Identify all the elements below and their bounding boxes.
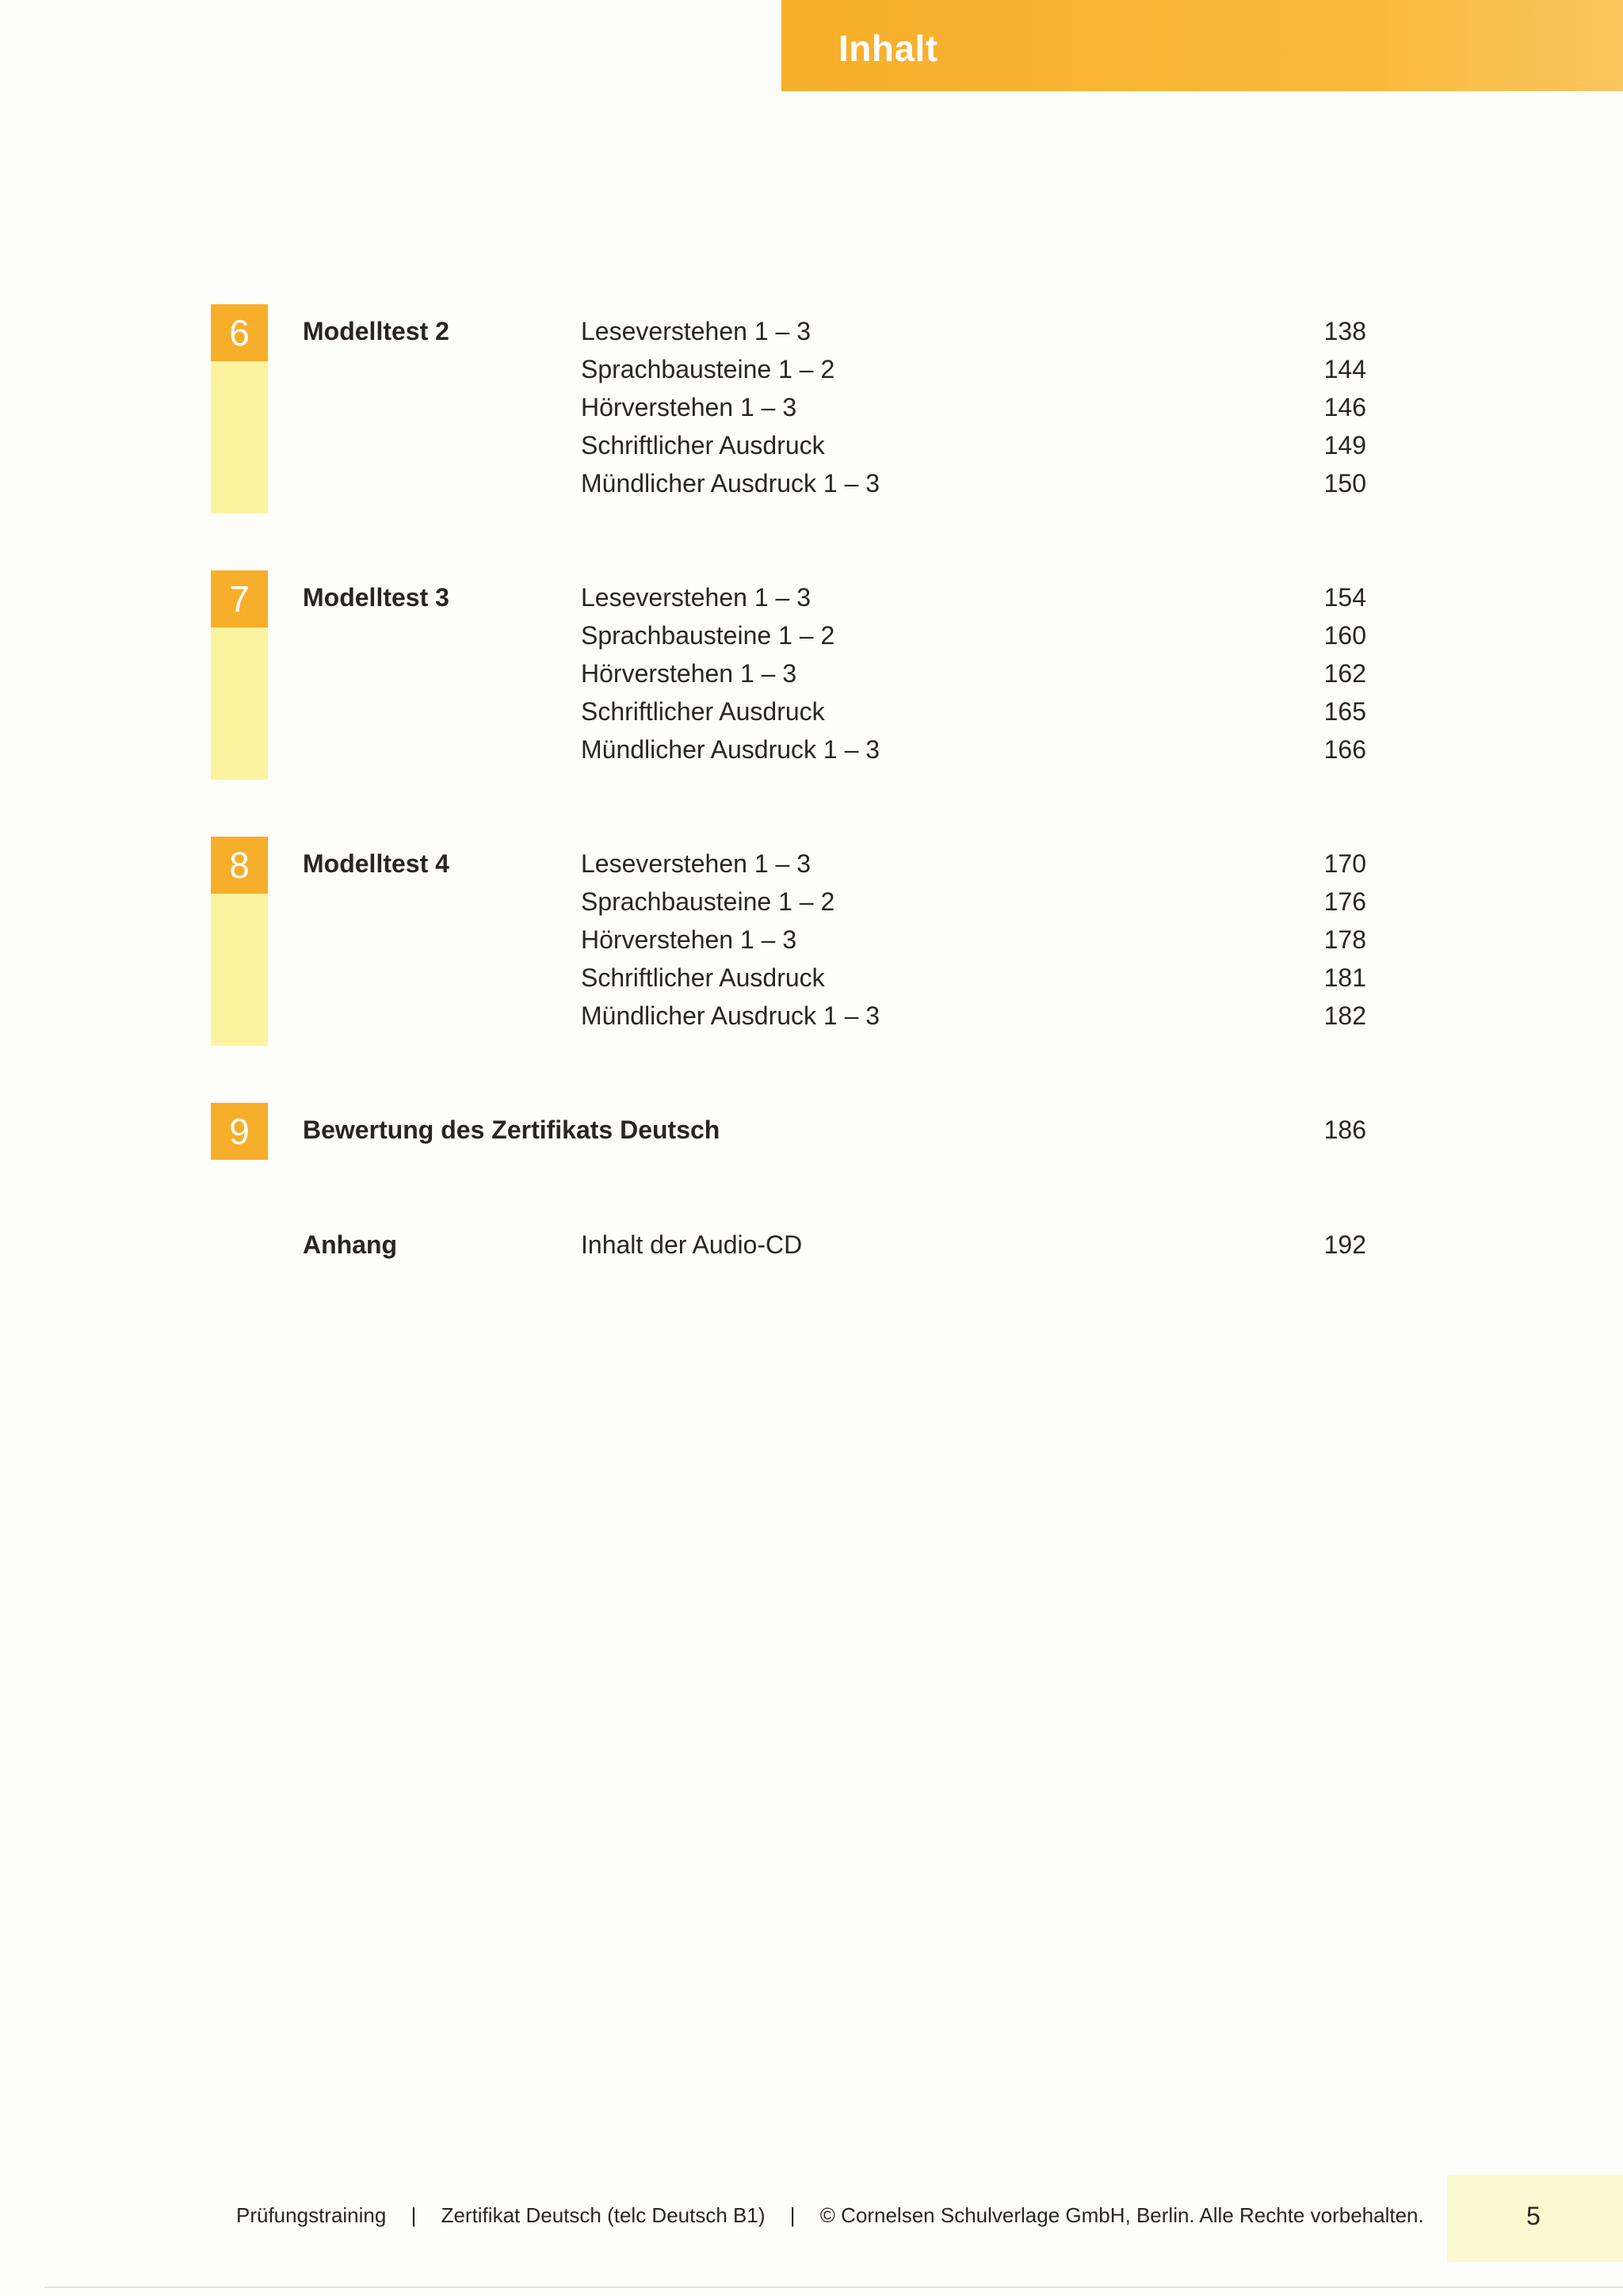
section-title: Anhang bbox=[303, 1230, 398, 1259]
header-band bbox=[781, 0, 1623, 91]
toc-entry[interactable] bbox=[0, 393, 1623, 431]
toc-entry[interactable] bbox=[0, 887, 1623, 925]
chapter-number: 9 bbox=[211, 1103, 268, 1160]
chapter-number: 7 bbox=[211, 570, 268, 627]
entry-page-number: 160 bbox=[1323, 621, 1366, 650]
entry-label: Leseverstehen 1 – 3 bbox=[581, 849, 811, 878]
entry-page-number: 186 bbox=[1323, 1116, 1366, 1144]
entry-page-number: 165 bbox=[1323, 697, 1366, 726]
entry-page-number: 144 bbox=[1323, 355, 1366, 383]
bottom-rule bbox=[44, 2286, 1623, 2288]
section-title: Modelltest 3 bbox=[303, 583, 449, 612]
toc-entry[interactable] bbox=[0, 1001, 1623, 1039]
section-title: Bewertung des Zertifikats Deutsch bbox=[303, 1116, 720, 1144]
chapter-number: 8 bbox=[211, 837, 268, 894]
entry-label: Hörverstehen 1 – 3 bbox=[581, 659, 797, 688]
entry-page-number: 176 bbox=[1323, 887, 1366, 916]
entry-label: Schriftlicher Ausdruck bbox=[581, 431, 825, 460]
toc-entry[interactable] bbox=[0, 317, 1623, 355]
page-title: Inhalt bbox=[838, 28, 938, 69]
chapter-number: 6 bbox=[211, 304, 268, 361]
entry-label: Mündlicher Ausdruck 1 – 3 bbox=[581, 1001, 880, 1030]
footer-series: Prüfungstraining bbox=[236, 2203, 387, 2227]
entry-page-number: 178 bbox=[1323, 925, 1366, 954]
entry-label: Inhalt der Audio-CD bbox=[581, 1230, 803, 1259]
page-number-box bbox=[1447, 2175, 1623, 2262]
entry-label: Leseverstehen 1 – 3 bbox=[581, 317, 811, 345]
toc-entry[interactable] bbox=[0, 659, 1623, 697]
entry-page-number: 150 bbox=[1323, 469, 1366, 498]
footer-separator: | bbox=[789, 2203, 796, 2227]
toc-entry[interactable] bbox=[0, 583, 1623, 621]
footer bbox=[236, 2203, 1424, 2228]
toc-entry[interactable] bbox=[0, 697, 1623, 735]
entry-list bbox=[0, 849, 1623, 1039]
entry-page-number: 146 bbox=[1323, 393, 1366, 421]
entry-label: Sprachbausteine 1 – 2 bbox=[581, 621, 835, 650]
entry-page-number: 166 bbox=[1323, 735, 1366, 764]
footer-separator: | bbox=[411, 2203, 417, 2227]
entry-list bbox=[0, 1116, 1623, 1154]
toc-entry[interactable] bbox=[0, 469, 1623, 507]
entry-label: Sprachbausteine 1 – 2 bbox=[581, 355, 835, 383]
footer-copyright: © Cornelsen Schulverlage GmbH, Berlin. Alle Rechte vorbehalten. bbox=[819, 2203, 1424, 2227]
entry-label: Hörverstehen 1 – 3 bbox=[581, 925, 797, 954]
entry-page-number: 182 bbox=[1323, 1001, 1366, 1030]
section-title: Modelltest 4 bbox=[303, 849, 449, 878]
entry-page-number: 181 bbox=[1323, 963, 1366, 992]
toc-entry[interactable] bbox=[0, 355, 1623, 393]
toc-entry[interactable] bbox=[0, 431, 1623, 469]
toc-entry[interactable] bbox=[0, 621, 1623, 659]
entry-list bbox=[0, 317, 1623, 507]
entry-page-number: 162 bbox=[1323, 659, 1366, 688]
entry-label: Sprachbausteine 1 – 2 bbox=[581, 887, 835, 916]
entry-page-number: 138 bbox=[1323, 317, 1366, 345]
entry-list bbox=[0, 1230, 1623, 1268]
entry-label: Schriftlicher Ausdruck bbox=[581, 697, 825, 726]
entry-page-number: 149 bbox=[1323, 431, 1366, 460]
section-title: Modelltest 2 bbox=[303, 317, 449, 345]
toc-entry[interactable] bbox=[0, 963, 1623, 1001]
entry-label: Hörverstehen 1 – 3 bbox=[581, 393, 797, 421]
entry-label: Mündlicher Ausdruck 1 – 3 bbox=[581, 469, 880, 498]
entry-label: Schriftlicher Ausdruck bbox=[581, 963, 825, 992]
entry-list bbox=[0, 583, 1623, 773]
footer-book-title: Zertifikat Deutsch (telc Deutsch B1) bbox=[441, 2203, 766, 2227]
toc-entry[interactable] bbox=[0, 1116, 1623, 1154]
entry-page-number: 192 bbox=[1323, 1230, 1366, 1259]
toc-entry[interactable] bbox=[0, 849, 1623, 887]
toc-entry[interactable] bbox=[0, 925, 1623, 963]
toc-entry[interactable] bbox=[0, 735, 1623, 773]
entry-label: Mündlicher Ausdruck 1 – 3 bbox=[581, 735, 880, 764]
page-number: 5 bbox=[1526, 2202, 1541, 2230]
entry-label: Leseverstehen 1 – 3 bbox=[581, 583, 811, 612]
entry-page-number: 154 bbox=[1323, 583, 1366, 612]
toc-entry[interactable] bbox=[0, 1230, 1623, 1268]
entry-page-number: 170 bbox=[1323, 849, 1366, 878]
